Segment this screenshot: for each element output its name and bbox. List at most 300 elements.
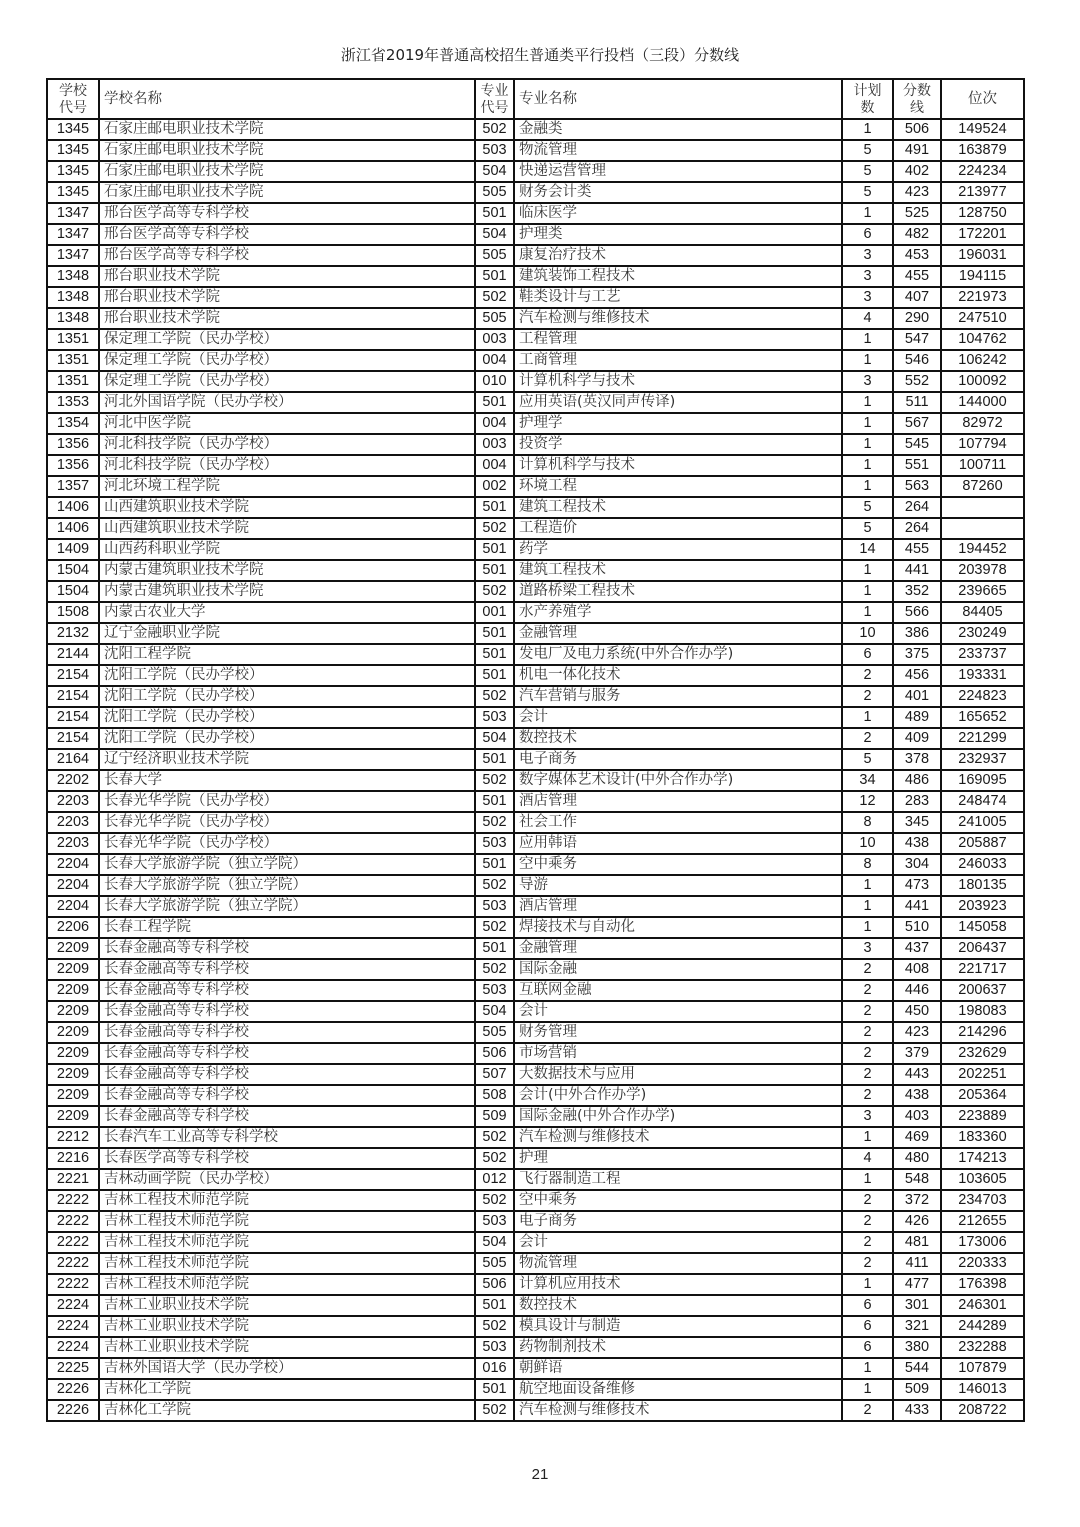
cell-rank: 246301 xyxy=(941,1295,1024,1316)
table-row xyxy=(47,413,1024,434)
table-row xyxy=(47,455,1024,476)
cell-major-code: 016 xyxy=(475,1358,514,1379)
cell-plan-count: 2 xyxy=(842,665,893,686)
cell-plan-count: 6 xyxy=(842,1337,893,1358)
cell-major-name: 大数据技术与应用 xyxy=(514,1064,842,1085)
cell-rank: 241005 xyxy=(941,812,1024,833)
cell-school-name: 邢台医学高等专科学校 xyxy=(99,245,475,266)
cell-plan-count: 1 xyxy=(842,119,893,140)
cell-major-code: 502 xyxy=(475,1316,514,1337)
cell-rank: 221299 xyxy=(941,728,1024,749)
cell-rank: 206437 xyxy=(941,938,1024,959)
cell-school-code: 2209 xyxy=(47,938,99,959)
cell-major-name: 空中乘务 xyxy=(514,854,842,875)
cell-score-line: 563 xyxy=(893,476,941,497)
cell-major-code: 502 xyxy=(475,1400,514,1421)
cell-school-code: 2202 xyxy=(47,770,99,791)
cell-major-code: 012 xyxy=(475,1169,514,1190)
score-table xyxy=(46,78,1025,1422)
cell-rank: 180135 xyxy=(941,875,1024,896)
cell-rank: 247510 xyxy=(941,308,1024,329)
cell-major-code: 505 xyxy=(475,308,514,329)
cell-plan-count: 2 xyxy=(842,686,893,707)
table-row xyxy=(47,917,1024,938)
header-school-code-line1: 学校 xyxy=(59,82,87,98)
cell-score-line: 567 xyxy=(893,413,941,434)
cell-score-line: 547 xyxy=(893,329,941,350)
cell-school-code: 2206 xyxy=(47,917,99,938)
cell-major-code: 501 xyxy=(475,1379,514,1400)
cell-school-name: 石家庄邮电职业技术学院 xyxy=(99,140,475,161)
cell-major-name: 财务会计类 xyxy=(514,182,842,203)
table-row xyxy=(47,581,1024,602)
cell-rank: 100711 xyxy=(941,455,1024,476)
cell-rank: 203923 xyxy=(941,896,1024,917)
cell-school-code: 2204 xyxy=(47,875,99,896)
cell-score-line: 477 xyxy=(893,1274,941,1295)
cell-major-code: 506 xyxy=(475,1274,514,1295)
table-row xyxy=(47,203,1024,224)
cell-school-code: 1351 xyxy=(47,329,99,350)
table-row xyxy=(47,287,1024,308)
cell-score-line: 489 xyxy=(893,707,941,728)
cell-rank: 224234 xyxy=(941,161,1024,182)
cell-score-line: 491 xyxy=(893,140,941,161)
cell-score-line: 441 xyxy=(893,560,941,581)
cell-major-code: 504 xyxy=(475,728,514,749)
cell-school-code: 1357 xyxy=(47,476,99,497)
cell-score-line: 511 xyxy=(893,392,941,413)
cell-major-code: 003 xyxy=(475,329,514,350)
cell-score-line: 423 xyxy=(893,182,941,203)
cell-major-code: 501 xyxy=(475,749,514,770)
cell-rank: 203978 xyxy=(941,560,1024,581)
cell-school-code: 1351 xyxy=(47,350,99,371)
cell-plan-count: 4 xyxy=(842,308,893,329)
table-row xyxy=(47,1274,1024,1295)
cell-major-code: 501 xyxy=(475,266,514,287)
cell-major-name: 空中乘务 xyxy=(514,1190,842,1211)
cell-school-name: 长春大学旅游学院（独立学院） xyxy=(99,875,475,896)
header-major-code-line2: 代号 xyxy=(480,99,509,115)
table-row xyxy=(47,434,1024,455)
cell-school-code: 1347 xyxy=(47,245,99,266)
cell-school-name: 长春金融高等专科学校 xyxy=(99,1043,475,1064)
cell-plan-count: 6 xyxy=(842,224,893,245)
cell-rank: 232288 xyxy=(941,1337,1024,1358)
cell-school-code: 2224 xyxy=(47,1337,99,1358)
cell-score-line: 552 xyxy=(893,371,941,392)
table-row xyxy=(47,245,1024,266)
cell-rank: 248474 xyxy=(941,791,1024,812)
cell-school-name: 山西建筑职业技术学院 xyxy=(99,497,475,518)
cell-school-code: 1356 xyxy=(47,434,99,455)
cell-school-name: 吉林工程技术师范学院 xyxy=(99,1190,475,1211)
table-row xyxy=(47,1211,1024,1232)
cell-major-name: 计算机科学与技术 xyxy=(514,371,842,392)
cell-major-code: 502 xyxy=(475,1127,514,1148)
cell-major-code: 507 xyxy=(475,1064,514,1085)
cell-plan-count: 2 xyxy=(842,959,893,980)
table-row xyxy=(47,140,1024,161)
cell-school-code: 2225 xyxy=(47,1358,99,1379)
cell-major-name: 物流管理 xyxy=(514,140,842,161)
cell-school-name: 沈阳工学院（民办学校） xyxy=(99,665,475,686)
cell-school-name: 保定理工学院（民办学校） xyxy=(99,329,475,350)
cell-rank: 106242 xyxy=(941,350,1024,371)
cell-major-name: 工商管理 xyxy=(514,350,842,371)
cell-major-name: 药学 xyxy=(514,539,842,560)
cell-school-code: 2212 xyxy=(47,1127,99,1148)
cell-major-code: 502 xyxy=(475,119,514,140)
cell-plan-count: 1 xyxy=(842,413,893,434)
cell-rank: 234703 xyxy=(941,1190,1024,1211)
cell-school-code: 1347 xyxy=(47,224,99,245)
cell-major-name: 应用韩语 xyxy=(514,833,842,854)
cell-school-code: 2154 xyxy=(47,728,99,749)
cell-major-name: 建筑工程技术 xyxy=(514,560,842,581)
header-plan xyxy=(842,79,893,119)
cell-major-name: 临床医学 xyxy=(514,203,842,224)
cell-plan-count: 2 xyxy=(842,980,893,1001)
header-school-name: 学校名称 xyxy=(99,79,475,119)
cell-major-name: 导游 xyxy=(514,875,842,896)
cell-rank: 220333 xyxy=(941,1253,1024,1274)
cell-school-name: 长春工程学院 xyxy=(99,917,475,938)
cell-plan-count: 34 xyxy=(842,770,893,791)
cell-school-name: 内蒙古农业大学 xyxy=(99,602,475,623)
cell-school-code: 1406 xyxy=(47,497,99,518)
cell-major-code: 002 xyxy=(475,476,514,497)
cell-school-code: 2224 xyxy=(47,1316,99,1337)
cell-school-name: 辽宁金融职业学院 xyxy=(99,623,475,644)
cell-score-line: 443 xyxy=(893,1064,941,1085)
cell-rank: 205887 xyxy=(941,833,1024,854)
cell-major-code: 004 xyxy=(475,455,514,476)
cell-rank: 239665 xyxy=(941,581,1024,602)
cell-rank: 165652 xyxy=(941,707,1024,728)
cell-rank: 230249 xyxy=(941,623,1024,644)
cell-plan-count: 2 xyxy=(842,1211,893,1232)
cell-major-code: 501 xyxy=(475,1295,514,1316)
cell-major-name: 汽车检测与维修技术 xyxy=(514,1400,842,1421)
table-row xyxy=(47,518,1024,539)
cell-major-name: 道路桥梁工程技术 xyxy=(514,581,842,602)
cell-school-name: 山西建筑职业技术学院 xyxy=(99,518,475,539)
cell-score-line: 409 xyxy=(893,728,941,749)
cell-rank: 213977 xyxy=(941,182,1024,203)
cell-plan-count: 6 xyxy=(842,644,893,665)
cell-rank: 104762 xyxy=(941,329,1024,350)
cell-major-code: 004 xyxy=(475,350,514,371)
cell-school-code: 2216 xyxy=(47,1148,99,1169)
cell-score-line: 401 xyxy=(893,686,941,707)
header-score-line1: 分数 xyxy=(903,82,931,98)
cell-rank: 84405 xyxy=(941,602,1024,623)
cell-school-name: 保定理工学院（民办学校） xyxy=(99,371,475,392)
cell-major-name: 电子商务 xyxy=(514,1211,842,1232)
cell-school-code: 1356 xyxy=(47,455,99,476)
cell-plan-count: 1 xyxy=(842,581,893,602)
cell-plan-count: 1 xyxy=(842,350,893,371)
cell-major-name: 水产养殖学 xyxy=(514,602,842,623)
cell-major-code: 505 xyxy=(475,182,514,203)
table-row xyxy=(47,665,1024,686)
cell-school-name: 吉林工业职业技术学院 xyxy=(99,1316,475,1337)
table-row xyxy=(47,1106,1024,1127)
cell-plan-count: 1 xyxy=(842,329,893,350)
cell-score-line: 437 xyxy=(893,938,941,959)
cell-major-code: 502 xyxy=(475,686,514,707)
cell-plan-count: 3 xyxy=(842,266,893,287)
cell-school-name: 长春大学旅游学院（独立学院） xyxy=(99,896,475,917)
header-major-name: 专业名称 xyxy=(514,79,842,119)
cell-major-name: 药物制剂技术 xyxy=(514,1337,842,1358)
cell-school-code: 2209 xyxy=(47,1064,99,1085)
table-row xyxy=(47,392,1024,413)
cell-score-line: 408 xyxy=(893,959,941,980)
cell-plan-count: 1 xyxy=(842,560,893,581)
cell-major-name: 金融管理 xyxy=(514,938,842,959)
cell-plan-count: 1 xyxy=(842,203,893,224)
table-row xyxy=(47,791,1024,812)
cell-school-name: 邢台医学高等专科学校 xyxy=(99,203,475,224)
cell-score-line: 486 xyxy=(893,770,941,791)
cell-major-name: 焊接技术与自动化 xyxy=(514,917,842,938)
cell-major-code: 506 xyxy=(475,1043,514,1064)
cell-major-code: 502 xyxy=(475,959,514,980)
cell-plan-count: 1 xyxy=(842,875,893,896)
cell-major-code: 501 xyxy=(475,791,514,812)
cell-school-name: 邢台职业技术学院 xyxy=(99,287,475,308)
cell-school-name: 河北环境工程学院 xyxy=(99,476,475,497)
cell-plan-count: 1 xyxy=(842,476,893,497)
cell-score-line: 446 xyxy=(893,980,941,1001)
cell-school-code: 2209 xyxy=(47,959,99,980)
cell-score-line: 441 xyxy=(893,896,941,917)
cell-major-name: 康复治疗技术 xyxy=(514,245,842,266)
cell-major-code: 004 xyxy=(475,413,514,434)
cell-plan-count: 2 xyxy=(842,1085,893,1106)
cell-school-name: 吉林外国语大学（民办学校） xyxy=(99,1358,475,1379)
cell-major-name: 工程管理 xyxy=(514,329,842,350)
cell-school-name: 辽宁经济职业技术学院 xyxy=(99,749,475,770)
cell-school-name: 长春医学高等专科学校 xyxy=(99,1148,475,1169)
cell-plan-count: 2 xyxy=(842,1232,893,1253)
table-row xyxy=(47,980,1024,1001)
cell-major-code: 501 xyxy=(475,623,514,644)
cell-major-name: 汽车检测与维修技术 xyxy=(514,1127,842,1148)
cell-major-code: 504 xyxy=(475,161,514,182)
table-row xyxy=(47,1358,1024,1379)
cell-score-line: 402 xyxy=(893,161,941,182)
header-score-line2: 线 xyxy=(910,99,924,115)
cell-major-code: 505 xyxy=(475,245,514,266)
table-row xyxy=(47,1400,1024,1421)
cell-school-code: 2154 xyxy=(47,665,99,686)
cell-school-name: 邢台职业技术学院 xyxy=(99,266,475,287)
table-row xyxy=(47,1148,1024,1169)
cell-school-name: 内蒙古建筑职业技术学院 xyxy=(99,581,475,602)
cell-major-code: 501 xyxy=(475,203,514,224)
document-title: 浙江省2019年普通高校招生普通类平行投档（三段）分数线 xyxy=(340,46,740,64)
cell-score-line: 345 xyxy=(893,812,941,833)
cell-school-code: 1351 xyxy=(47,371,99,392)
table-row xyxy=(47,497,1024,518)
cell-school-code: 2222 xyxy=(47,1211,99,1232)
table-row xyxy=(47,728,1024,749)
cell-school-code: 1504 xyxy=(47,560,99,581)
cell-school-name: 长春光华学院（民办学校） xyxy=(99,812,475,833)
cell-score-line: 455 xyxy=(893,539,941,560)
cell-major-name: 电子商务 xyxy=(514,749,842,770)
cell-school-name: 邢台职业技术学院 xyxy=(99,308,475,329)
cell-school-name: 长春大学 xyxy=(99,770,475,791)
cell-major-code: 502 xyxy=(475,875,514,896)
cell-school-code: 2209 xyxy=(47,980,99,1001)
table-row xyxy=(47,959,1024,980)
cell-score-line: 455 xyxy=(893,266,941,287)
cell-major-name: 汽车营销与服务 xyxy=(514,686,842,707)
cell-major-code: 503 xyxy=(475,1211,514,1232)
cell-school-name: 河北科技学院（民办学校） xyxy=(99,455,475,476)
cell-major-code: 502 xyxy=(475,917,514,938)
cell-school-code: 1347 xyxy=(47,203,99,224)
cell-major-code: 503 xyxy=(475,896,514,917)
cell-school-code: 2226 xyxy=(47,1379,99,1400)
cell-plan-count: 10 xyxy=(842,833,893,854)
cell-school-code: 1409 xyxy=(47,539,99,560)
cell-plan-count: 1 xyxy=(842,455,893,476)
cell-plan-count: 3 xyxy=(842,1106,893,1127)
cell-school-name: 长春光华学院（民办学校） xyxy=(99,791,475,812)
cell-major-name: 会计(中外合作办学) xyxy=(514,1085,842,1106)
cell-major-code: 504 xyxy=(475,1232,514,1253)
cell-major-code: 003 xyxy=(475,434,514,455)
table-row xyxy=(47,686,1024,707)
cell-rank: 163879 xyxy=(941,140,1024,161)
cell-major-code: 501 xyxy=(475,644,514,665)
cell-major-name: 模具设计与制造 xyxy=(514,1316,842,1337)
cell-major-name: 市场营销 xyxy=(514,1043,842,1064)
cell-plan-count: 2 xyxy=(842,1190,893,1211)
cell-school-name: 石家庄邮电职业技术学院 xyxy=(99,182,475,203)
cell-major-name: 会计 xyxy=(514,1001,842,1022)
cell-plan-count: 1 xyxy=(842,917,893,938)
cell-school-code: 2203 xyxy=(47,812,99,833)
cell-rank: 176398 xyxy=(941,1274,1024,1295)
table-row xyxy=(47,770,1024,791)
cell-major-code: 504 xyxy=(475,1001,514,1022)
cell-plan-count: 14 xyxy=(842,539,893,560)
table-row xyxy=(47,833,1024,854)
cell-major-name: 会计 xyxy=(514,1232,842,1253)
header-plan-line2: 数 xyxy=(860,99,875,115)
cell-major-code: 503 xyxy=(475,980,514,1001)
cell-score-line: 546 xyxy=(893,350,941,371)
cell-major-name: 社会工作 xyxy=(514,812,842,833)
cell-rank: 173006 xyxy=(941,1232,1024,1253)
cell-score-line: 411 xyxy=(893,1253,941,1274)
cell-school-name: 沈阳工程学院 xyxy=(99,644,475,665)
table-row xyxy=(47,1337,1024,1358)
cell-school-code: 2203 xyxy=(47,791,99,812)
table-row xyxy=(47,644,1024,665)
cell-rank: 103605 xyxy=(941,1169,1024,1190)
cell-rank: 82972 xyxy=(941,413,1024,434)
table-row xyxy=(47,1169,1024,1190)
cell-major-code: 501 xyxy=(475,665,514,686)
cell-school-code: 1345 xyxy=(47,161,99,182)
table-row xyxy=(47,266,1024,287)
cell-rank: 232937 xyxy=(941,749,1024,770)
table-row xyxy=(47,1379,1024,1400)
cell-major-code: 503 xyxy=(475,140,514,161)
cell-score-line: 473 xyxy=(893,875,941,896)
cell-score-line: 386 xyxy=(893,623,941,644)
cell-plan-count: 5 xyxy=(842,749,893,770)
table-row xyxy=(47,1127,1024,1148)
cell-school-name: 吉林工业职业技术学院 xyxy=(99,1295,475,1316)
cell-rank: 205364 xyxy=(941,1085,1024,1106)
cell-major-name: 发电厂及电力系统(中外合作办学) xyxy=(514,644,842,665)
cell-score-line: 321 xyxy=(893,1316,941,1337)
cell-major-name: 投资学 xyxy=(514,434,842,455)
cell-school-code: 2154 xyxy=(47,707,99,728)
cell-plan-count: 6 xyxy=(842,1316,893,1337)
cell-score-line: 301 xyxy=(893,1295,941,1316)
cell-major-code: 501 xyxy=(475,497,514,518)
table-row xyxy=(47,476,1024,497)
cell-plan-count: 5 xyxy=(842,518,893,539)
cell-major-name: 环境工程 xyxy=(514,476,842,497)
cell-score-line: 469 xyxy=(893,1127,941,1148)
cell-score-line: 456 xyxy=(893,665,941,686)
cell-school-name: 长春金融高等专科学校 xyxy=(99,980,475,1001)
cell-major-name: 物流管理 xyxy=(514,1253,842,1274)
cell-plan-count: 3 xyxy=(842,938,893,959)
cell-score-line: 510 xyxy=(893,917,941,938)
cell-plan-count: 2 xyxy=(842,1022,893,1043)
cell-school-name: 长春金融高等专科学校 xyxy=(99,959,475,980)
cell-rank: 200637 xyxy=(941,980,1024,1001)
cell-score-line: 545 xyxy=(893,434,941,455)
table-row xyxy=(47,1232,1024,1253)
cell-school-name: 吉林化工学院 xyxy=(99,1379,475,1400)
cell-rank: 149524 xyxy=(941,119,1024,140)
cell-score-line: 450 xyxy=(893,1001,941,1022)
cell-rank: 107794 xyxy=(941,434,1024,455)
table-row xyxy=(47,938,1024,959)
cell-major-code: 502 xyxy=(475,1148,514,1169)
cell-school-code: 2209 xyxy=(47,1001,99,1022)
cell-major-code: 501 xyxy=(475,392,514,413)
cell-rank: 169095 xyxy=(941,770,1024,791)
cell-plan-count: 2 xyxy=(842,1043,893,1064)
cell-major-name: 护理 xyxy=(514,1148,842,1169)
cell-score-line: 423 xyxy=(893,1022,941,1043)
cell-major-code: 502 xyxy=(475,1190,514,1211)
cell-plan-count: 5 xyxy=(842,497,893,518)
cell-major-code: 502 xyxy=(475,770,514,791)
cell-major-name: 会计 xyxy=(514,707,842,728)
cell-school-name: 沈阳工学院（民办学校） xyxy=(99,686,475,707)
cell-rank: 100092 xyxy=(941,371,1024,392)
cell-plan-count: 5 xyxy=(842,140,893,161)
cell-major-name: 金融管理 xyxy=(514,623,842,644)
table-row xyxy=(47,1085,1024,1106)
cell-rank: 223889 xyxy=(941,1106,1024,1127)
